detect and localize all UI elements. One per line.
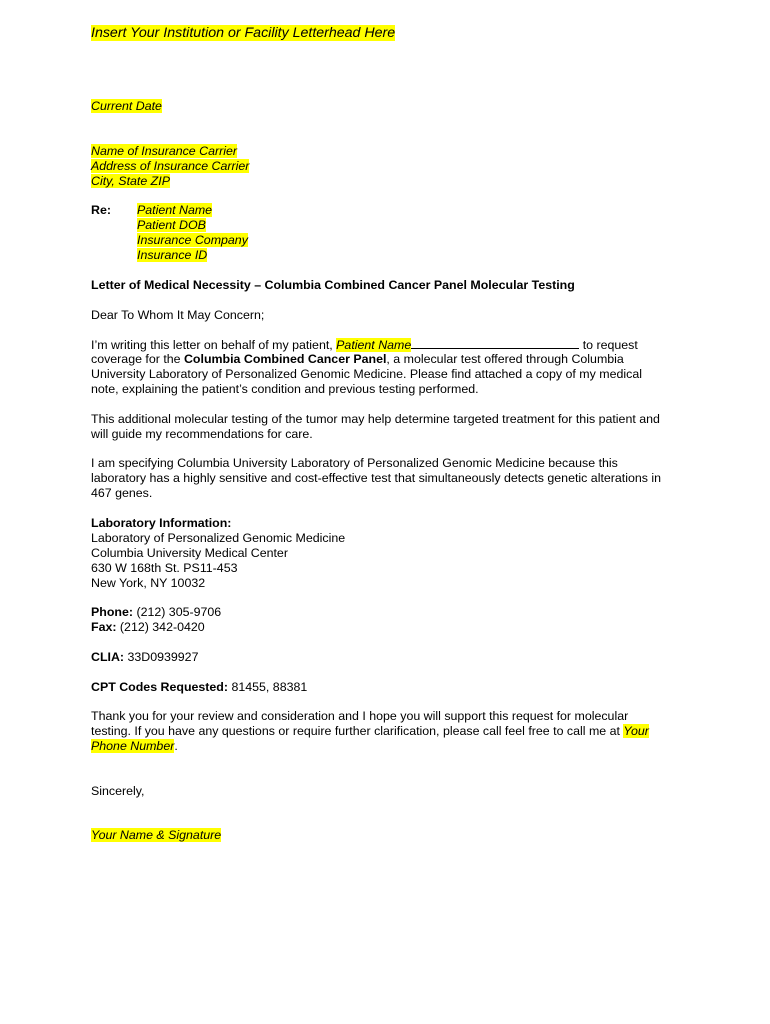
phone-value: (212) 305-9706 (133, 605, 222, 619)
lab-center: Columbia University Medical Center (91, 546, 288, 560)
fax-label: Fax: (91, 620, 117, 634)
p2-line1: This additional molecular testing of the tumor may help determine targeted treatment for this patient and (91, 412, 660, 426)
closing-l2-prefix: testing. If you have any questions or require further clarification, please call feel free to call me at (91, 724, 624, 738)
signoff: Sincerely, (91, 784, 145, 798)
date-placeholder: Current Date (91, 99, 162, 113)
carrier-address-line (91, 159, 249, 174)
p1-line2 (91, 352, 624, 367)
p1-line1 (91, 337, 638, 353)
lab-heading: Laboratory Information: (91, 516, 232, 530)
clia-value: 33D0939927 (124, 650, 199, 664)
lab-city: New York, NY 10032 (91, 576, 206, 590)
p1-line4: note, explaining the patient’s condition and previous testing performed. (91, 382, 479, 396)
re-insurance-id: Insurance ID (137, 248, 208, 262)
p1-after-blank: to request (579, 338, 638, 352)
closing-line3 (91, 739, 178, 754)
cpt-label: CPT Codes Requested: (91, 680, 229, 694)
clia-label: CLIA: (91, 650, 125, 664)
closing-period: . (174, 739, 178, 753)
p2-line2: will guide my recommendations for care. (91, 427, 313, 441)
closing-line1: Thank you for your review and consideration and I hope you will support this request for molecular (91, 709, 629, 723)
letterhead-text: Insert Your Institution or Facility Letterhead Here (91, 25, 396, 41)
p1-line3: University Laboratory of Personalized Genomic Medicine. Please find attached a copy of my medical (91, 367, 642, 381)
signature-placeholder: Your Name & Signature (91, 828, 222, 842)
closing-line2 (91, 724, 649, 739)
date-line (91, 99, 162, 114)
lab-name: Laboratory of Personalized Genomic Medicine (91, 531, 346, 545)
p1-prefix: I’m writing this letter on behalf of my patient, (91, 338, 337, 352)
p1-l2-suffix: , a molecular test offered through Columbia (386, 352, 624, 366)
letterhead-placeholder (91, 24, 395, 42)
p3-line1: I am specifying Columbia University Laboratory of Personalized Genomic Medicine because this (91, 456, 618, 470)
panel-name: Columbia Combined Cancer Panel (183, 352, 387, 366)
patient-name-placeholder: Patient Name (336, 338, 412, 352)
fax-value: (212) 342-0420 (116, 620, 205, 634)
carrier-name-line (91, 144, 237, 159)
phone-placeholder-part1: Your (623, 724, 649, 738)
carrier-name: Name of Insurance Carrier (91, 144, 237, 158)
carrier-city: City, State ZIP (91, 174, 170, 188)
p1-l2-prefix: coverage for the (91, 352, 184, 366)
salutation: Dear To Whom It May Concern; (91, 308, 265, 322)
phone-placeholder-part2: Phone Number (91, 739, 175, 753)
clia-line (91, 650, 198, 665)
re-insurance-company: Insurance Company (137, 233, 248, 247)
signature-line (91, 828, 221, 843)
cpt-line (91, 680, 307, 695)
fax-line (91, 620, 205, 635)
phone-line (91, 605, 221, 620)
cpt-value: 81455, 88381 (228, 680, 308, 694)
carrier-address: Address of Insurance Carrier (91, 159, 250, 173)
p3-line2: laboratory has a highly sensitive and cost-effective test that simultaneously detects genetic alterations in (91, 471, 662, 485)
p3-line3: 467 genes. (91, 486, 153, 500)
patient-name-blank (411, 337, 579, 349)
re-patient-dob: Patient DOB (137, 218, 206, 232)
re-label: Re: (91, 203, 111, 217)
carrier-city-line (91, 174, 170, 189)
lab-street: 630 W 168th St. PS11-453 (91, 561, 238, 575)
phone-label: Phone: (91, 605, 133, 619)
re-block (137, 203, 248, 263)
subject-line: Letter of Medical Necessity – Columbia Combined Cancer Panel Molecular Testing (91, 278, 575, 292)
re-patient-name: Patient Name (137, 203, 213, 217)
